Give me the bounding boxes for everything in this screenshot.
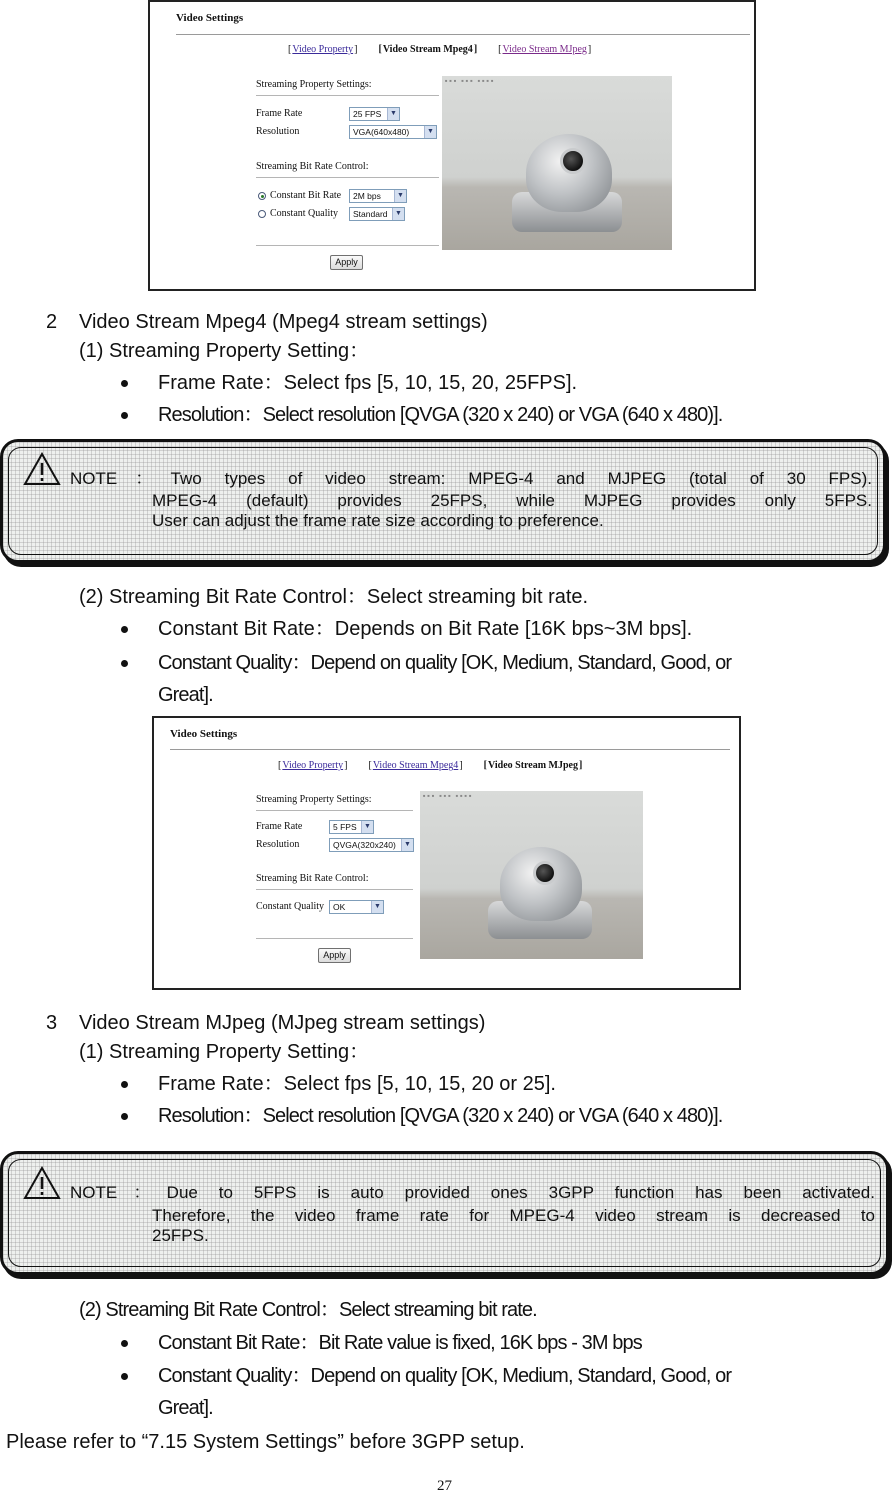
resolution-label: Resolution xyxy=(256,839,300,850)
bullet-text: Constant Bit Rate：Bit Rate value is fixed, 16K bps - 3M bps xyxy=(158,1332,642,1354)
bullet-icon xyxy=(121,412,128,419)
sub-heading: (2) Streaming Bit Rate Control：Select streaming bit rate. xyxy=(79,1299,537,1321)
bit-rate-control-heading: Streaming Bit Rate Control: xyxy=(256,873,369,884)
section-rule xyxy=(256,177,439,178)
bit-rate-select[interactable]: 2M bps ▼ xyxy=(349,189,407,203)
bullet-icon xyxy=(121,1113,128,1120)
resolution-select[interactable]: QVGA(320x240) ▼ xyxy=(329,838,414,852)
tab-video-stream-mjpeg[interactable]: Video Stream MJpeg xyxy=(488,760,578,771)
shot-title-rule xyxy=(176,34,750,35)
screenshot-mjpeg-settings xyxy=(152,716,741,990)
section-heading: Video Stream Mpeg4 (Mpeg4 stream settings) xyxy=(79,311,488,333)
resolution-select[interactable]: VGA(640x480) ▼ xyxy=(349,125,437,139)
section-number: 3 xyxy=(46,1012,58,1034)
shot-title: Video Settings xyxy=(176,12,244,24)
warning-icon xyxy=(23,1166,61,1200)
quality-select[interactable]: OK ▼ xyxy=(329,900,384,914)
resolution-label: Resolution xyxy=(256,126,300,137)
bullet-text: Constant Quality：Depend on quality [OK, Medium, Standard, Good, or xyxy=(158,1365,732,1387)
note-body xyxy=(152,491,872,531)
chevron-down-icon: ▼ xyxy=(394,190,406,202)
constant-quality-label: Constant Quality xyxy=(270,208,339,219)
bullet-text: Resolution：Select resolution [QVGA (320 x 240) or VGA (640 x 480)]. xyxy=(158,404,723,426)
note-line: 25FPS. xyxy=(152,1226,209,1245)
chevron-down-icon: ▼ xyxy=(424,126,436,138)
note-box xyxy=(0,1151,889,1275)
chevron-down-icon: ▼ xyxy=(387,108,399,120)
shot-tabs: [Video Property] [Video Stream Mpeg4] [Video Stream MJpeg] xyxy=(288,44,592,55)
apply-button[interactable]: Apply xyxy=(318,948,351,963)
bullet-text: Resolution：Select resolution [QVGA (320 x 240) or VGA (640 x 480)]. xyxy=(158,1105,723,1127)
frame-rate-label: Frame Rate xyxy=(256,821,303,832)
tab-video-stream-mjpeg[interactable]: Video Stream MJpeg xyxy=(502,44,587,55)
preview-toolbar: ■■■ ■■■ ■■■■ xyxy=(423,793,474,798)
bullet-text: Constant Bit Rate：Depends on Bit Rate [16K bps~3M bps]. xyxy=(158,618,693,640)
chevron-down-icon: ▼ xyxy=(371,901,383,913)
bullet-icon xyxy=(121,626,128,633)
constant-quality-radio[interactable] xyxy=(258,210,266,218)
chevron-down-icon: ▼ xyxy=(401,839,413,851)
frame-rate-label: Frame Rate xyxy=(256,108,303,119)
constant-quality-label: Constant Quality xyxy=(256,901,325,912)
screenshot-mpeg4-settings xyxy=(148,0,756,291)
bullet-icon xyxy=(121,380,128,387)
bullet-icon xyxy=(121,660,128,667)
camera-preview-image xyxy=(420,791,643,959)
constant-bit-rate-radio[interactable] xyxy=(258,192,266,200)
bullet-text-continued: Great]. xyxy=(158,1397,213,1419)
frame-rate-select[interactable]: 25 FPS ▼ xyxy=(349,107,400,121)
bullet-text: Frame Rate：Select fps [5, 10, 15, 20 or 25]. xyxy=(158,1073,556,1095)
constant-bit-rate-label: Constant Bit Rate xyxy=(270,190,342,201)
streaming-property-heading: Streaming Property Settings: xyxy=(256,79,372,90)
tab-video-property[interactable]: Video Property xyxy=(282,760,344,771)
section-rule xyxy=(256,889,413,890)
frame-rate-select[interactable]: 5 FPS ▼ xyxy=(329,820,374,834)
shot-title-rule xyxy=(170,749,730,750)
bullet-text: Constant Quality：Depend on quality [OK, Medium, Standard, Good, or xyxy=(158,652,732,674)
apply-button[interactable]: Apply xyxy=(330,255,363,270)
bullet-icon xyxy=(121,1373,128,1380)
section-heading: Video Stream MJpeg (MJpeg stream settings) xyxy=(79,1012,486,1034)
note-line: MPEG-4 (default) provides 25FPS, while MJPEG provides only 5FPS. xyxy=(152,491,872,510)
chevron-down-icon: ▼ xyxy=(361,821,373,833)
bullet-text-continued: Great]. xyxy=(158,684,213,706)
note-box xyxy=(0,439,886,563)
bullet-icon xyxy=(121,1340,128,1347)
section-rule xyxy=(256,938,413,939)
bit-rate-control-heading: Streaming Bit Rate Control: xyxy=(256,161,369,172)
tab-video-stream-mpeg4[interactable]: Video Stream Mpeg4 xyxy=(372,760,459,771)
note-line: User can adjust the frame rate size according to preference. xyxy=(152,511,604,530)
camera-preview-image xyxy=(442,76,672,250)
chevron-down-icon: ▼ xyxy=(392,208,404,220)
footer-reference: Please refer to “7.15 System Settings” before 3GPP setup. xyxy=(6,1431,525,1453)
section-rule xyxy=(256,95,439,96)
camera-lens xyxy=(560,148,586,174)
camera-lens xyxy=(533,861,557,885)
preview-toolbar: ■■■ ■■■ ■■■■ xyxy=(445,78,496,83)
note-lead: NOTE：Due to 5FPS is auto provided ones 3GPP function has been activated. xyxy=(70,1183,875,1202)
section-number: 2 xyxy=(46,311,58,333)
note-line: Therefore, the video frame rate for MPEG-4 video stream is decreased to xyxy=(152,1206,875,1225)
section-rule xyxy=(256,810,413,811)
note-body xyxy=(152,1206,875,1246)
streaming-property-heading: Streaming Property Settings: xyxy=(256,794,372,805)
warning-icon xyxy=(23,452,61,486)
section-rule xyxy=(256,245,439,246)
note-lead: NOTE：Two types of video stream: MPEG-4 and MJPEG (total of 30 FPS). xyxy=(70,469,872,488)
shot-tabs: [Video Property] [Video Stream Mpeg4] [Video Stream MJpeg] xyxy=(278,760,583,771)
tab-video-stream-mpeg4[interactable]: Video Stream Mpeg4 xyxy=(382,44,473,55)
page-number: 27 xyxy=(437,1478,452,1494)
sub-heading: (1) Streaming Property Setting： xyxy=(79,1041,370,1063)
bullet-icon xyxy=(121,1081,128,1088)
shot-title: Video Settings xyxy=(170,728,238,740)
sub-heading: (1) Streaming Property Setting： xyxy=(79,340,370,362)
quality-select[interactable]: Standard ▼ xyxy=(349,207,405,221)
tab-video-property[interactable]: Video Property xyxy=(292,44,354,55)
sub-heading: (2) Streaming Bit Rate Control：Select streaming bit rate. xyxy=(79,586,589,608)
bullet-text: Frame Rate：Select fps [5, 10, 15, 20, 25FPS]. xyxy=(158,372,578,394)
